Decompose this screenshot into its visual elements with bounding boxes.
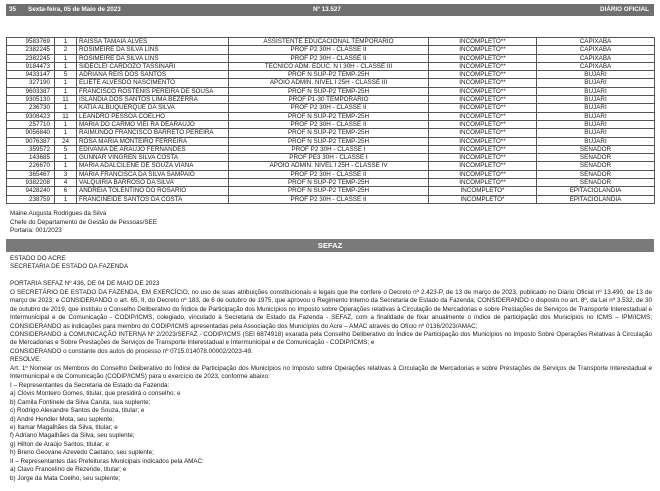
table-row [7,187,655,195]
cell-name: ROSIMEIRE DA SILVA LINS [77,46,229,54]
cell-vinculo: 24 [55,137,77,145]
cell-matricula: 143685 [7,154,55,162]
cell-matricula: 238759 [7,195,55,203]
table-row [7,96,655,104]
cell-position: APOIO ADMIN. NIVEL I 25H - CLASSE III [229,79,429,87]
cell-vinculo: 1 [55,104,77,112]
cell-status: INCOMPLETO** [429,162,537,170]
cell-matricula: 2382245 [7,46,55,54]
member-list-item: c) Rodrigo Alexandre Santos de Souza, titular; e [10,407,145,415]
cell-vinculo: 1 [55,162,77,170]
cell-position: PROF N SUP-P2 TEMP-25H [229,112,429,120]
cell-municipality: BUJARI [537,104,655,112]
member-list-item: I – Representantes da Secretaria de Estado da Fazenda: [10,381,170,389]
cell-matricula: 9603387 [7,87,55,95]
resolve-label: RESOLVE: [10,356,42,364]
cell-name: MARIA DO CARMO VIEI RA DEARAUJO [77,120,229,128]
cell-status: INCOMPLETO** [429,112,537,120]
cell-vinculo: 5 [55,145,77,153]
cell-municipality: CAPIXABA [537,46,655,54]
cell-matricula: 236730 [7,104,55,112]
cell-vinculo: 1 [55,154,77,162]
table-row [7,137,655,145]
table-row [7,162,655,170]
member-list [10,382,652,483]
cell-name: LEANDRO PESSOA COELHO [77,112,229,120]
cell-vinculo: 1 [55,62,77,70]
cell-matricula: 9583769 [7,38,55,46]
gazette-title: DIÁRIO OFICIAL [600,6,649,13]
cell-name: EDIVANIA DE ARAUJO FERNANDES [77,145,229,153]
cell-name: ROSIMEIRE DA SILVA LINS [77,54,229,62]
cell-municipality: BUJARI [537,96,655,104]
section-title-bar: SEFAZ [6,239,654,252]
member-list-item: b) Camila Fontinele da Silva Caruta, sua suplente; [10,398,151,406]
cell-name: ADRIANA REIS DOS SANTOS [77,71,229,79]
member-list-item: II – Representantes das Prefeituras Municipais indicados pela AMAC: [10,457,204,465]
table-row [7,79,655,87]
paragraph-internal-communication: CONSIDERANDO a COMUNICAÇÃO INTERNA Nº 2/2023/SEFAZ - CODIP/ICMS (SEI 6874918) exarada pela Conselho Deliberativo do Índice de Participação dos Municípios no Imposto Sobre Operações Relativas à Circulação de Mercadorias e Sobre Prestações de Serviços de Transporte Interestadual e Intermunicipal e de Comunicação - CODIP/ICMS; e [10,331,652,347]
sefaz-portaria [10,255,652,483]
cell-position: PROF N SUP-P2 TEMP-25H [229,71,429,79]
table-row [7,71,655,79]
cell-municipality: EPITACIOLANDIA [537,195,655,203]
cell-municipality: CAPIXABA [537,54,655,62]
employee-table [6,37,655,204]
cell-status: INCOMPLETO** [429,145,537,153]
cell-vinculo: 1 [55,120,77,128]
cell-name: FRANCISCO ROSTENIS PEREIRA DE SOUSA [77,87,229,95]
cell-municipality: SENADOR [537,154,655,162]
table-row [7,38,655,46]
cell-position: ASSISTENTE EDUCACIONAL TEMPORARIO [229,38,429,46]
cell-position: PROF P2 30H - CLASSE II [229,46,429,54]
cell-municipality: BUJARI [537,112,655,120]
cell-status: INCOMPLETO** [429,170,537,178]
cell-vinculo: 6 [55,187,77,195]
cell-name: VALQUIRIA BARROSO DA SILVA [77,179,229,187]
cell-position: PROF P1-30 TEMPORARIO [229,96,429,104]
member-list-item: g) Hilton de Araújo Santos, titular; e [10,440,110,448]
cell-name: SIDECLEI CARDOZO TASSINARI [77,62,229,70]
cell-status: INCOMPLETO** [429,104,537,112]
cell-status: INCOMPLETO** [429,120,537,128]
cell-position: PROF P2 30H - CLASSE II [229,104,429,112]
table-row [7,154,655,162]
cell-position: PROF PE3 30H - CLASSE I [229,154,429,162]
cell-name: KATIA ALBUQUERQUE DA SILVA [77,104,229,112]
cell-matricula: 9308423 [7,112,55,120]
table-row [7,170,655,178]
cell-status: INCOMPLETO** [429,129,537,137]
cell-municipality: BUJARI [537,129,655,137]
table-row [7,104,655,112]
cell-matricula: 365467 [7,170,55,178]
cell-status: INCOMPLETO** [429,179,537,187]
cell-vinculo: 5 [55,71,77,79]
cell-municipality: CAPIXABA [537,38,655,46]
table-row [7,195,655,203]
cell-vinculo: 11 [55,96,77,104]
cell-status: INCOMPLETO** [429,46,537,54]
cell-position: PROF N SUP-P2 TEMP-25H [229,137,429,145]
member-list-item: d) André Hendler Mota, seu suplente; [10,415,115,423]
state-name: ESTADO DO ACRE [10,255,66,262]
cell-status: INCOMPLETO** [429,154,537,162]
cell-matricula: 9433147 [7,71,55,79]
table-row [7,145,655,153]
cell-status: INCOMPLETO** [429,62,537,70]
cell-matricula: 226670 [7,162,55,170]
cell-vinculo: 1 [55,38,77,46]
cell-position: PROF P2 30H - CLASSE II [229,54,429,62]
cell-matricula: 2382245 [7,54,55,62]
cell-municipality: BUJARI [537,120,655,128]
cell-status: INCOMPLETO* [429,195,537,203]
cell-name: ISLANDIA DOS SANTOS LIMA BEZERRA [77,96,229,104]
cell-vinculo: 4 [55,179,77,187]
cell-matricula: 9184473 [7,62,55,70]
signature-block [10,210,157,236]
cell-municipality: SENADOR [537,145,655,153]
cell-matricula: 359572 [7,145,55,153]
secretariat-name: SECRETARIA DE ESTADO DA FAZENDA [10,263,129,271]
cell-status: INCOMPLETO** [429,79,537,87]
cell-name: GUNNAR VINGREN SILVA COSTA [77,154,229,162]
cell-municipality: CAPIXABA [537,62,655,70]
table-row [7,129,655,137]
portaria-title: PORTARIA SEFAZ Nº 436, DE 04 DE MAIO DE 2023 [10,280,160,288]
cell-vinculo: 11 [55,112,77,120]
member-list-item: b) Jorge da Mata Coelho, seu suplente; [10,474,121,482]
cell-name: RAIMUNDO FRANCISCO BARRETO PEREIRA [77,129,229,137]
cell-status: INCOMPLETO** [429,71,537,79]
paragraph-process: CONSIDERANDO o constante dos autos do processo nº 0715.014078.00002/2023-49. [10,347,253,355]
cell-position: PROF P2 30H - CLASSE I [229,145,429,153]
cell-status: INCOMPLETO** [429,137,537,145]
cell-municipality: BUJARI [537,137,655,145]
table-row [7,46,655,54]
cell-status: INCOMPLETO** [429,87,537,95]
cell-municipality: SENADOR [537,179,655,187]
cell-status: INCOMPLETO** [429,54,537,62]
cell-vinculo: 3 [55,170,77,178]
page-header [6,4,654,16]
cell-vinculo: 1 [55,79,77,87]
cell-position: PROF P2 30H - CLASSE II [229,195,429,203]
cell-municipality: BUJARI [537,87,655,95]
cell-matricula: 9305130 [7,96,55,104]
cell-vinculo: 1 [55,87,77,95]
member-list-item: a) Clavo Francelino de Rezende, titular; e [10,466,127,474]
edition-number: Nº 13.527 [313,6,341,13]
table-row [7,179,655,187]
table-row [7,87,655,95]
cell-matricula: 9428240 [7,187,55,195]
article-1: Art. 1º Nomear os Membros do Conselho Deliberativo do Índice de Participação dos Municípios no Imposto sobre Operações relativas à Circulação de Mercadorias e sobre Prestações de Serviços de Transporte Interestadual e Intermunicipal e de Comunicação (CODIP/ICMS) para o exercício de 2023, conforme abaixo: [10,364,652,381]
cell-matricula: 257710 [7,120,55,128]
cell-municipality: SENADOR [537,170,655,178]
cell-status: INCOMPLETO* [429,187,537,195]
cell-name: MARIA ADALCILENE DE SOUZA VIANA [77,162,229,170]
cell-vinculo: 1 [55,129,77,137]
cell-matricula: 9076387 [7,137,55,145]
cell-name: ROSA MARIA MONTEIRO FERREIRA [77,137,229,145]
cell-position: PROF N SUP-P2 TEMP-25H [229,87,429,95]
cell-position: PROF P2 30H - CLASSE II [229,120,429,128]
cell-municipality: SENADOR [537,162,655,170]
cell-position: APOIO ADMIN. NIVEL I 25H - CLASSE IV [229,162,429,170]
page-number: 35 [9,6,17,13]
signatory-name: Maine Augusta Rodrigues da Silva [10,210,107,217]
signatory-role: Chefe do Departamento de Gestão de Pessoas/SEE [10,218,158,226]
cell-vinculo: 1 [55,54,77,62]
table-row [7,62,655,70]
cell-municipality: BUJARI [537,71,655,79]
cell-matricula: 9056840 [7,129,55,137]
cell-name: RAISSA TAMAIA ALVES [77,38,229,46]
cell-position: TECNICO ADM. EDUC. N I 30H - CLASSE III [229,62,429,70]
cell-position: PROF P2 30H - CLASSE II [229,170,429,178]
member-list-item: a) Clóvis Monteiro Gomes, titular, que presidirá o conselho; e [10,390,181,398]
table-row [7,120,655,128]
cell-vinculo: 2 [55,46,77,54]
cell-status: INCOMPLETO** [429,96,537,104]
signatory-portaria: Portaria: 001/2023 [10,227,62,235]
cell-vinculo: 1 [55,195,77,203]
cell-position: PROF N SUP-P2 TEMP-25H [229,129,429,137]
member-list-item: f) Adriano Magalhães da Silva, seu suplente; [10,432,135,440]
cell-name: MARIA FRANCISCA DA SILVA SAMPAIO [77,170,229,178]
paragraph-considerations: O SECRETÁRIO DE ESTADO DA FAZENDA, EM EXERCÍCIO, no uso de suas atribuições constitucionais e legais que lhe confere o Decreto nº 2.423-P, de 13 de março de 2023, publicado no Diário Oficial nº 13.490, de 13 de março de 2023; e CONSIDERANDO o art. 65, II, do Decreto nº 183, de 6 de outubro de 1975, que aprovou o Regimento Interno da Secretaria de Estado da Fazenda; CONSIDERANDO o disposto no art. 8º, da Lei nº 3.532, de 30 de outubro de 2019, que instituiu o Conselho Deliberativo do Índice de Participação dos Municípios no Imposto sobre Operações relativas à Circulação de Mercadorias e sobre Prestações de Serviços de Transporte Interestadual e Intermunicipal e de Comunicação - CODIP/ICMS, colegiado, vinculado à Secretaria de Estado da Fazenda - SEFAZ, com a finalidade de fixar anualmente o índice de participação dos Municípios no ICMS – IPM/ICMS; CONSIDERANDO as indicações para membro do CODIP/ICMS apresentadas pela Associação dos Municípios do Acre – AMAC através do Ofício nº 0136/2023/AMAC; [10,288,652,330]
cell-municipality: BUJARI [537,79,655,87]
table-row [7,54,655,62]
cell-name: FRANCINEIDE SANTOS DA COSTA [77,195,229,203]
cell-municipality: EPITACIOLANDIA [537,187,655,195]
cell-position: PROF N SUP-P2 TEMP-25H [229,179,429,187]
table-row [7,112,655,120]
cell-matricula: 9382208 [7,179,55,187]
member-list-item: h) Breno Geovane Azevedo Caetano, seu suplente; [10,449,154,457]
cell-name: ELIETE ALVESDO NASCIMENTO [77,79,229,87]
cell-position: PROF N SUP-P2 TEMP-25H [229,187,429,195]
cell-name: ANDREIA TOLENTINO DO ROSARIO [77,187,229,195]
edition-date: Sexta-feira, 05 de Maio de 2023 [28,6,121,13]
cell-status: INCOMPLETO** [429,38,537,46]
cell-matricula: 327190 [7,79,55,87]
member-list-item: e) Itamar Magalhães da Silva, titular; e [10,424,118,431]
